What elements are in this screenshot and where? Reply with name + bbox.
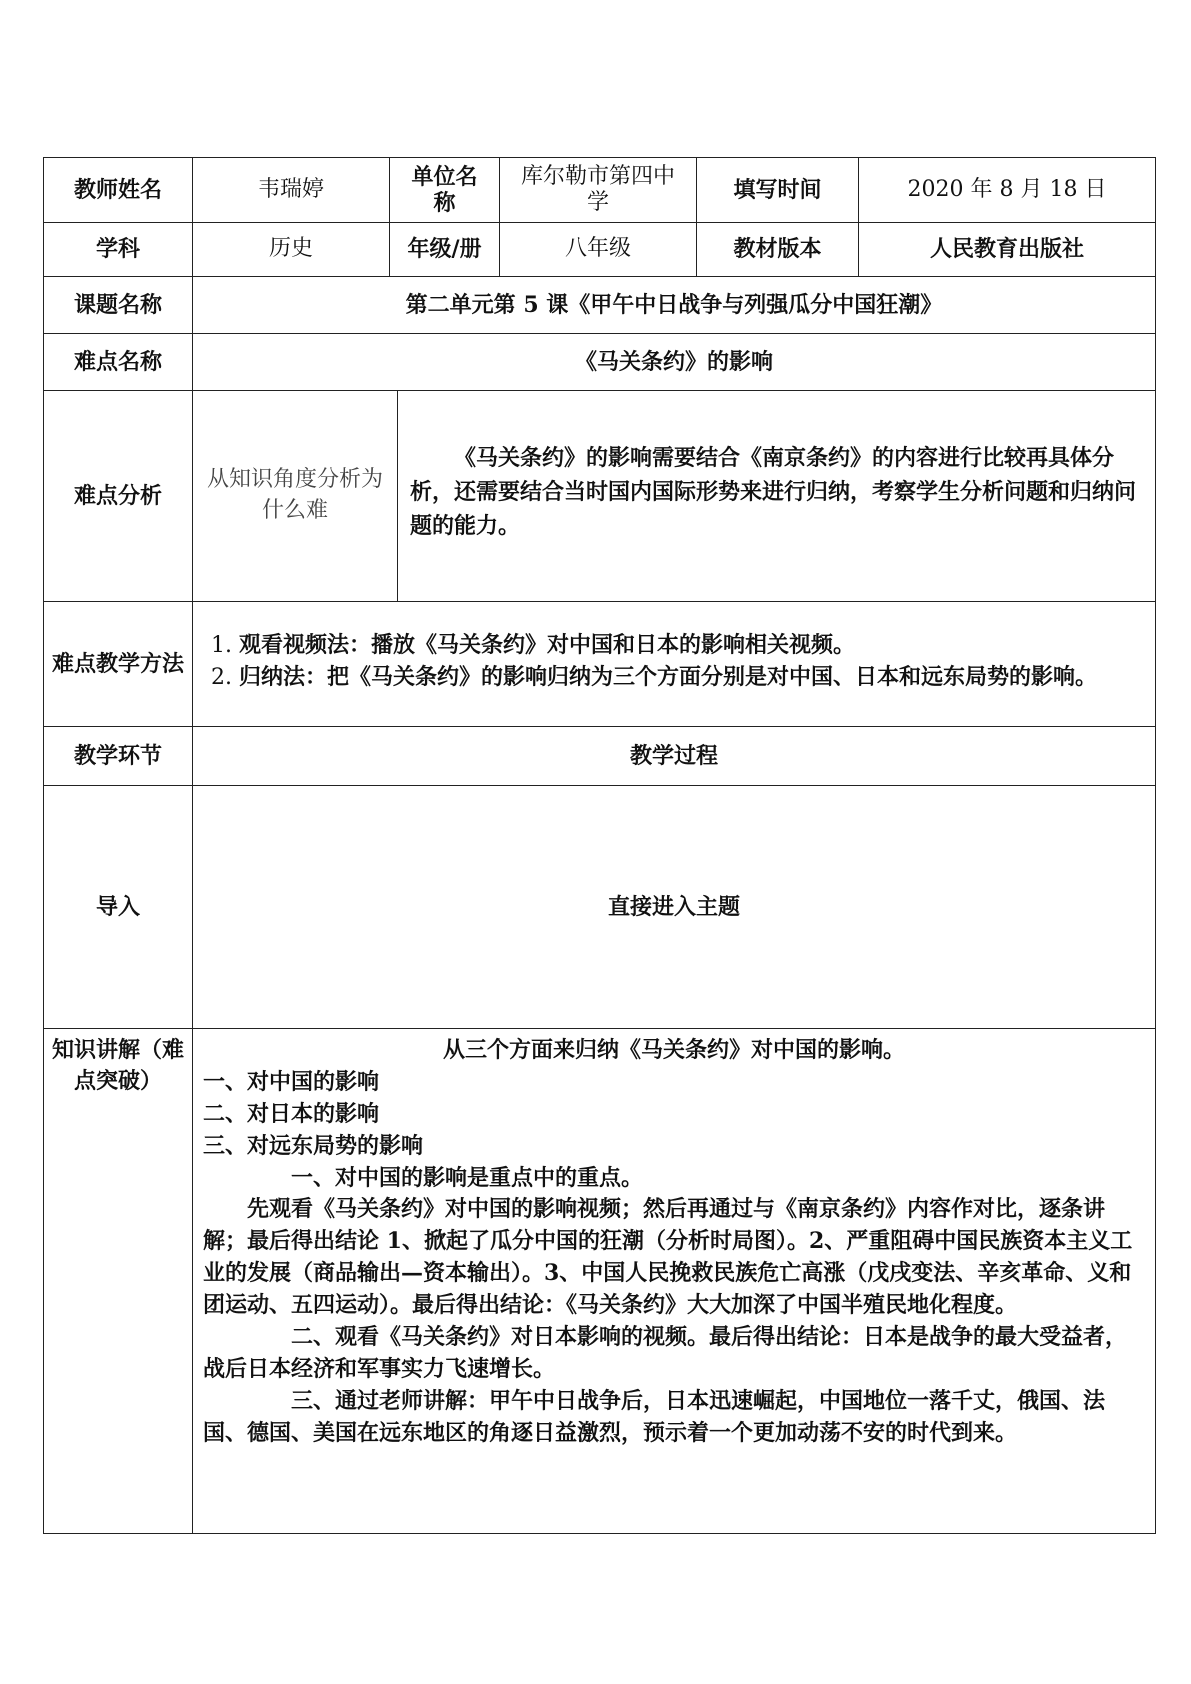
grade-label: 年级/册 bbox=[390, 223, 500, 277]
topic-row bbox=[44, 277, 1156, 334]
unit-value-line1: 库尔勒市第四中 bbox=[520, 163, 675, 189]
unit-label-line1: 单位名 bbox=[411, 163, 478, 190]
knowledge-list-item-2: 二、对日本的影响 bbox=[203, 1100, 380, 1127]
analysis-row bbox=[44, 391, 1156, 602]
intro-row bbox=[44, 786, 1156, 1029]
intro-label: 导入 bbox=[44, 786, 193, 1029]
method-row bbox=[44, 602, 1156, 727]
topic-value: 第二单元第 5 课《甲午中日战争与列强瓜分中国狂潮》 bbox=[193, 277, 1156, 334]
difficulty-value: 《马关条约》的影响 bbox=[193, 334, 1156, 391]
difficulty-label: 难点名称 bbox=[44, 334, 193, 391]
unit-value-line2: 学 bbox=[586, 190, 609, 215]
method-list bbox=[205, 630, 1143, 694]
process-header-row bbox=[44, 727, 1156, 786]
method-item-1: 1. 观看视频法：播放《马关条约》对中国和日本的影响相关视频。 bbox=[239, 630, 1143, 662]
knowledge-list-item-1: 一、对中国的影响 bbox=[203, 1068, 380, 1095]
process-value: 教学过程 bbox=[193, 727, 1156, 786]
edition-value: 人民教育出版社 bbox=[859, 223, 1156, 277]
subject-label: 学科 bbox=[44, 223, 193, 277]
edition-label: 教材版本 bbox=[697, 223, 859, 277]
teacher-label: 教师姓名 bbox=[44, 158, 193, 223]
knowledge-list-item-3: 三、对远东局势的影响 bbox=[203, 1132, 424, 1159]
lesson-plan-sheet bbox=[43, 157, 1155, 1534]
header-row-1 bbox=[44, 158, 1156, 223]
analysis-label: 难点分析 bbox=[44, 391, 193, 602]
date-label: 填写时间 bbox=[697, 158, 859, 223]
knowledge-p1: 先观看《马关条约》对中国的影响视频；然后再通过与《南京条约》内容作对比，逐条讲解；最后得出结论 1、掀起了瓜分中国的狂潮（分析时局图）。2、严重阻碍中国民族资本主义工业的发展（商品输出—资本输出）。3、中国人民挽救民族危亡高涨（戊戌变法、辛亥革命、义和团运动、五四运动）。最后得出结论：《马关条约》大大加深了中国半殖民地化程度。 bbox=[203, 1196, 1133, 1319]
difficulty-row bbox=[44, 334, 1156, 391]
analysis-sub-label: 从知识角度分析为什么难 bbox=[193, 391, 398, 601]
knowledge-p3: 三、通过老师讲解：甲午中日战争后，日本迅速崛起，中国地位一落千丈，俄国、法国、德国、美国在远东地区的角逐日益激烈，预示着一个更加动荡不安的时代到来。 bbox=[203, 1387, 1106, 1446]
knowledge-label: 知识讲解（难点突破） bbox=[44, 1029, 193, 1534]
intro-value: 直接进入主题 bbox=[193, 786, 1156, 1029]
method-cell bbox=[193, 602, 1156, 727]
analysis-cell bbox=[193, 391, 1156, 602]
method-label: 难点教学方法 bbox=[44, 602, 193, 727]
unit-label bbox=[390, 158, 500, 223]
header-row-2 bbox=[44, 223, 1156, 277]
knowledge-p2: 二、观看《马关条约》对日本影响的视频。最后得出结论：日本是战争的最大受益者，战后日本经济和军事实力飞速增长。 bbox=[203, 1324, 1128, 1382]
unit-value bbox=[500, 158, 697, 223]
method-item-2: 2. 归纳法：把《马关条约》的影响归纳为三个方面分别是对中国、日本和远东局势的影响。 bbox=[239, 662, 1143, 694]
knowledge-p1-head: 一、对中国的影响是重点中的重点。 bbox=[291, 1164, 644, 1191]
topic-label: 课题名称 bbox=[44, 277, 193, 334]
analysis-text: 《马关条约》的影响需要结合《南京条约》的内容进行比较再具体分析，还需要结合当时国内国际形势来进行归纳，考察学生分析问题和归纳问题的能力。 bbox=[410, 445, 1137, 540]
process-label: 教学环节 bbox=[44, 727, 193, 786]
knowledge-title: 从三个方面来归纳《马关条约》对中国的影响。 bbox=[442, 1037, 905, 1063]
unit-label-line2: 称 bbox=[433, 190, 456, 216]
subject-value: 历史 bbox=[193, 223, 390, 277]
date-value: 2020 年 8 月 18 日 bbox=[859, 158, 1156, 223]
knowledge-cell bbox=[193, 1029, 1156, 1534]
lesson-plan-table bbox=[43, 157, 1156, 1534]
teacher-value: 韦瑞婷 bbox=[193, 158, 390, 223]
knowledge-row bbox=[44, 1029, 1156, 1534]
grade-value: 八年级 bbox=[500, 223, 697, 277]
